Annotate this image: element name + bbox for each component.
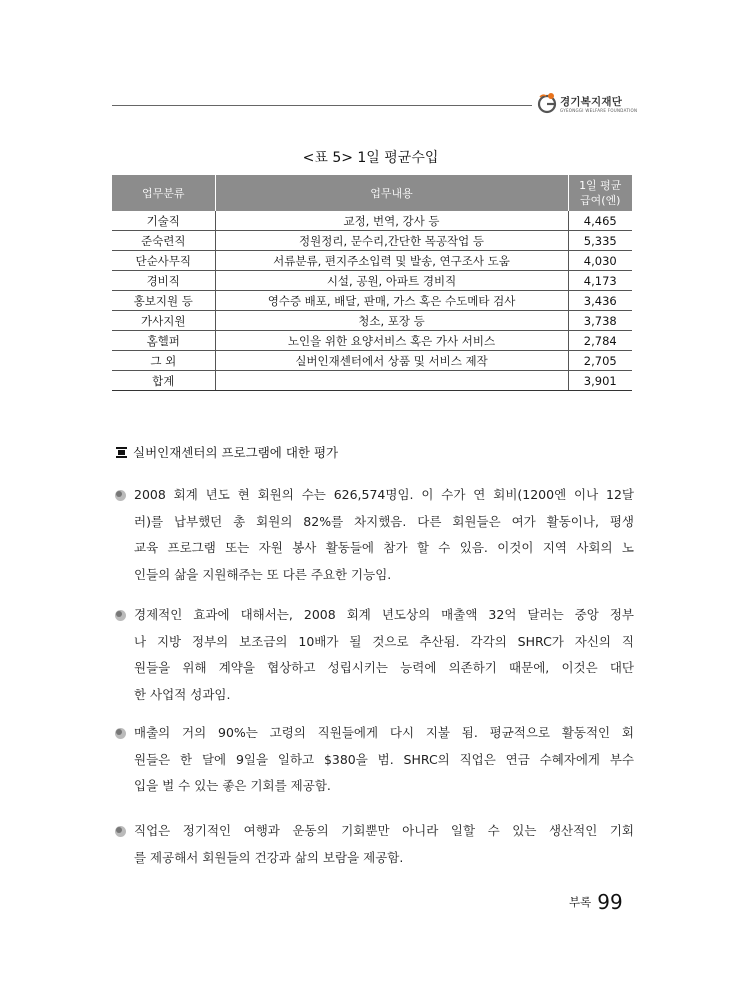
table-row xyxy=(112,251,632,271)
table-row xyxy=(112,331,632,351)
cell-content xyxy=(215,371,568,391)
bullet-icon xyxy=(114,609,127,622)
paragraph-line: 경제적인 효과에 대해서는, 2008 회계 년도상의 매출액 32억 달러는 중앙 정부 xyxy=(134,607,634,622)
paragraph-line: 매출의 거의 90%는 고령의 직원들에게 다시 지불 됨. 평균적으로 활동적인 회 xyxy=(134,725,634,740)
cell-pay: 3,436 xyxy=(568,291,632,311)
cell-category: 경비직 xyxy=(112,271,215,291)
header-daily-pay: 1일 평균 급여(엔) xyxy=(568,175,632,211)
foundation-logo xyxy=(534,90,638,118)
cell-content: 청소, 포장 등 xyxy=(215,311,568,331)
cell-pay: 4,173 xyxy=(568,271,632,291)
table-row xyxy=(112,271,632,291)
cell-category: 홈헬퍼 xyxy=(112,331,215,351)
page-footer xyxy=(569,890,623,914)
cell-pay: 4,030 xyxy=(568,251,632,271)
section-heading-text: 실버인재센터의 프로그램에 대한 평가 xyxy=(133,445,339,460)
paragraph-line: 나 지방 정부의 보조금의 10배가 될 것으로 추산됨. 각각의 SHRC가 자신의 직 xyxy=(134,633,634,649)
table-row xyxy=(112,351,632,371)
cell-content: 영수증 배포, 배달, 판매, 가스 혹은 수도메타 검사 xyxy=(215,291,568,311)
paragraph-line: 인들의 삶을 지원해주는 또 다른 주요한 기능임. xyxy=(134,566,392,582)
paragraph-line: 2008 회계 년도 현 회원의 수는 626,574명임. 이 수가 연 회비(1200엔 이나 12달 xyxy=(134,487,634,502)
cell-category: 그 외 xyxy=(112,351,215,371)
header-job-category: 업무분류 xyxy=(112,175,215,211)
paragraph-line: 한 사업적 성과임. xyxy=(134,686,231,702)
bullet-icon xyxy=(114,825,127,838)
table-row xyxy=(112,231,632,251)
logo-text: 경기복지재단 xyxy=(560,96,623,108)
footer-label: 부록 xyxy=(569,895,592,909)
page-number: 99 xyxy=(597,890,623,914)
cell-pay: 2,784 xyxy=(568,331,632,351)
paragraph-line: 원들을 위해 계약을 협상하고 성립시키는 능력에 의존하기 때문에, 이것은 대단 xyxy=(134,660,634,675)
income-table xyxy=(112,175,632,391)
cell-pay: 3,901 xyxy=(568,371,632,391)
paragraph-membership xyxy=(114,482,634,588)
cell-pay: 3,738 xyxy=(568,311,632,331)
header-rule xyxy=(112,105,532,106)
cell-content: 시설, 공원, 아파트 경비직 xyxy=(215,271,568,291)
paragraph-line: 러)를 납부했던 총 회원의 82%를 차지했음. 다른 회원들은 여가 활동이나, 평생 xyxy=(134,513,634,529)
section-heading xyxy=(116,443,338,461)
table-row xyxy=(112,211,632,231)
paragraph-line: 입을 벌 수 있는 좋은 기회를 제공함. xyxy=(134,778,331,793)
paragraph-economic-effect xyxy=(114,602,634,708)
bullet-icon xyxy=(114,489,127,502)
table-header-row xyxy=(112,175,632,211)
cell-category: 홍보지원 등 xyxy=(112,291,215,311)
table-title: <표 5> 1일 평균수입 xyxy=(302,150,439,166)
paragraph-line: 원들은 한 달에 9일을 일하고 $380을 범. SHRC의 직업은 연금 수혜자에게 부수 xyxy=(134,751,634,767)
paragraph-line: 직업은 정기적인 여행과 운동의 기회뿐만 아니라 일할 수 있는 생산적인 기회 xyxy=(134,823,634,838)
cell-category: 합계 xyxy=(112,371,215,391)
cell-content: 노인을 위한 요양서비스 혹은 가사 서비스 xyxy=(215,331,568,351)
table-total-row xyxy=(112,371,632,391)
cell-pay: 4,465 xyxy=(568,211,632,231)
table-row xyxy=(112,291,632,311)
cell-content: 실버인재센터에서 상품 및 서비스 제작 xyxy=(215,351,568,371)
table-row xyxy=(112,311,632,331)
cell-pay: 2,705 xyxy=(568,351,632,371)
header-job-content: 업무내용 xyxy=(215,175,568,211)
cell-category: 준숙련직 xyxy=(112,231,215,251)
cell-content: 교정, 번역, 강사 등 xyxy=(215,211,568,231)
foundation-logo-icon xyxy=(536,92,558,114)
cell-content: 정원정리, 문수리,간단한 목공작업 등 xyxy=(215,231,568,251)
paragraph-line: 교육 프로그램 또는 자원 봉사 활동들에 참가 할 수 있음. 이것이 지역 사회의 노 xyxy=(134,540,634,555)
section-marker-icon xyxy=(116,447,127,458)
cell-category: 가사지원 xyxy=(112,311,215,331)
logo-subtext: GYEONGGI WELFARE FOUNDATION xyxy=(560,108,638,113)
cell-category: 기술직 xyxy=(112,211,215,231)
paragraph-health xyxy=(114,818,634,871)
cell-pay: 5,335 xyxy=(568,231,632,251)
cell-content: 서류분류, 편지주소입력 및 발송, 연구조사 도움 xyxy=(215,251,568,271)
paragraph-line: 를 제공해서 회원들의 건강과 삶의 보람을 제공함. xyxy=(134,849,404,865)
bullet-icon xyxy=(114,727,127,740)
cell-category: 단순사무직 xyxy=(112,251,215,271)
paragraph-revenue xyxy=(114,720,634,800)
